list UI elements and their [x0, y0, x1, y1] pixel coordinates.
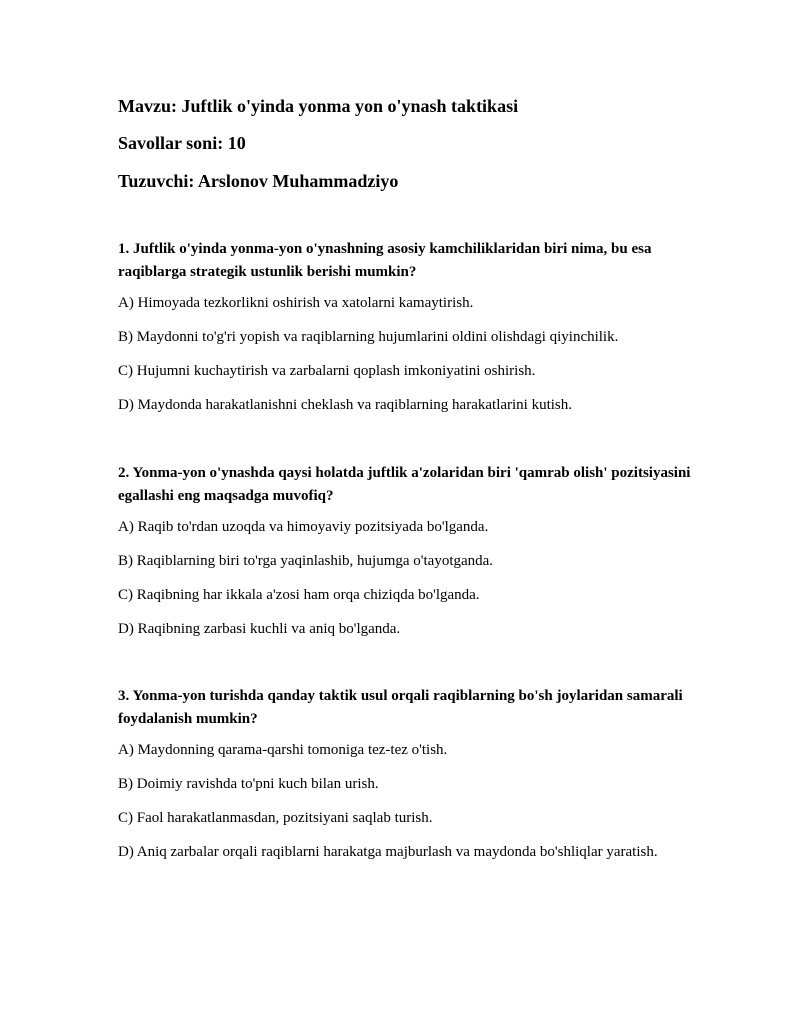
- question-3-option-d: D) Aniq zarbalar orqali raqiblarni harakatga majburlash va maydonda bo'shliqlar yaratish.: [118, 844, 658, 860]
- topic-line: Mavzu: Juftlik o'yinda yonma yon o'ynash taktikasi: [118, 96, 519, 116]
- question-count-line: Savollar soni: 10: [118, 133, 246, 153]
- question-1-text: 1. Juftlik o'yinda yonma-yon o'ynashning asosiy kamchiliklaridan biri nima, bu esa raqiblarga strategik ustunlik berishi mumkin?: [118, 241, 652, 280]
- question-3-text: 3. Yonma-yon turishda qanday taktik usul orqali raqiblarning bo'sh joylaridan samarali foydalanish mumkin?: [118, 688, 683, 727]
- question-3-option-c: C) Faol harakatlanmasdan, pozitsiyani saqlab turish.: [118, 810, 433, 826]
- question-1-option-d: D) Maydonda harakatlanishni cheklash va raqiblarning harakatlarini kutish.: [118, 397, 573, 413]
- author-line: Tuzuvchi: Arslonov Muhammadziyo: [118, 171, 399, 191]
- question-2-option-b: B) Raqiblarning biri to'rga yaqinlashib, hujumga o'tayotganda.: [118, 553, 494, 569]
- question-2-option-a: A) Raqib to'rdan uzoqda va himoyaviy pozitsiyada bo'lganda.: [118, 519, 489, 535]
- question-2-text: 2. Yonma-yon o'ynashda qaysi holatda juftlik a'zolaridan biri 'qamrab olish' pozitsiyasini egallashi eng maqsadga muvofiq?: [118, 465, 691, 504]
- question-2-option-d: D) Raqibning zarbasi kuchli va aniq bo'lganda.: [118, 621, 401, 637]
- question-2-option-c: C) Raqibning har ikkala a'zosi ham orqa chiziqda bo'lganda.: [118, 587, 480, 603]
- question-3-option-a: A) Maydonning qarama-qarshi tomoniga tez-tez o'tish.: [118, 742, 448, 758]
- question-1-option-a: A) Himoyada tezkorlikni oshirish va xatolarni kamaytirish.: [118, 295, 474, 311]
- question-1-option-b: B) Maydonni to'g'ri yopish va raqiblarning hujumlarini oldini olishdagi qiyinchilik.: [118, 329, 619, 345]
- question-1-option-c: C) Hujumni kuchaytirish va zarbalarni qoplash imkoniyatini oshirish.: [118, 363, 536, 379]
- question-3-option-b: B) Doimiy ravishda to'pni kuch bilan urish.: [118, 776, 379, 792]
